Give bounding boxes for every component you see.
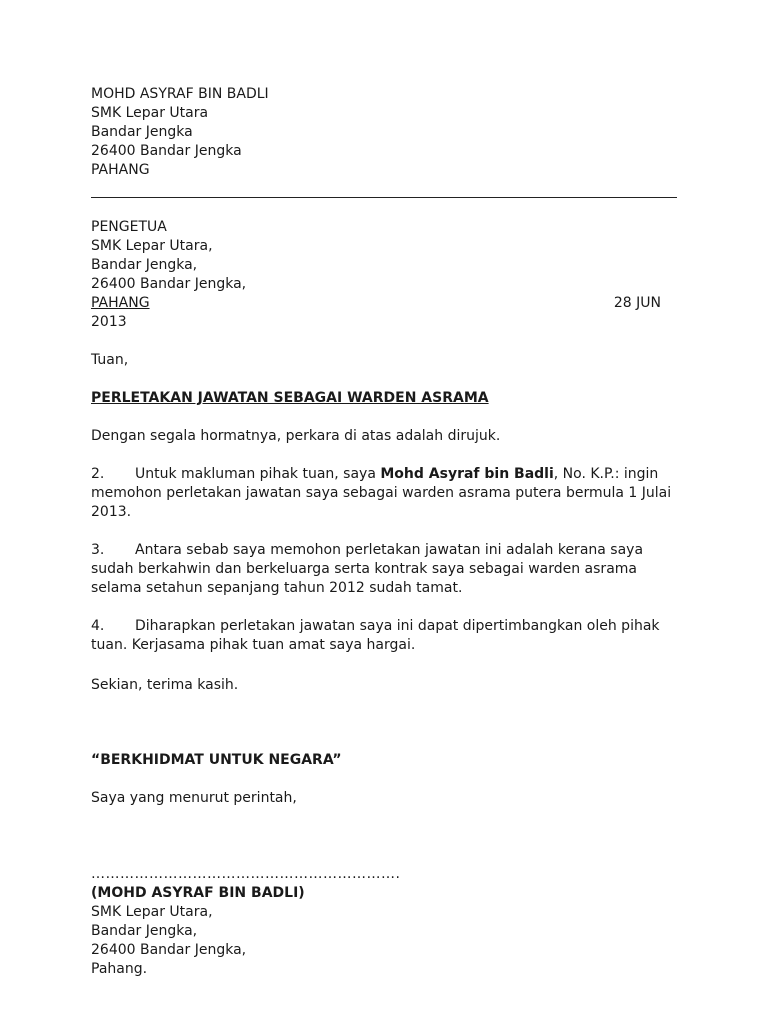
signature-block <box>91 865 677 979</box>
paragraph-text: Untuk makluman pihak tuan, saya <box>135 466 381 482</box>
salutation-block <box>91 351 677 370</box>
motto-block <box>91 751 677 770</box>
sender-block <box>91 85 677 180</box>
header-divider <box>91 197 677 198</box>
sender-name: MOHD ASYRAF BIN BADLI <box>91 86 269 102</box>
motto: “BERKHIDMAT UNTUK NEGARA” <box>91 752 342 768</box>
date-year: 2013 <box>91 314 127 330</box>
closing-line: Sekian, terima kasih. <box>91 677 239 693</box>
paragraph-3 <box>91 541 677 598</box>
signature-address-line: Bandar Jengka, <box>91 923 198 939</box>
recipient-state: PAHANG <box>91 295 150 311</box>
paragraph-number: 2. <box>91 466 105 482</box>
date-day-month: 28 JUN <box>613 295 661 311</box>
recipient-address-line: 26400 Bandar Jengka, <box>91 276 247 292</box>
recipient-address-line: Bandar Jengka, <box>91 257 198 273</box>
signature-line: ………………………………………………………. <box>91 866 401 882</box>
recipient-block <box>91 218 677 332</box>
salutation: Tuan, <box>91 352 129 368</box>
subject-block <box>91 389 677 408</box>
sign-off: Saya yang menurut perintah, <box>91 790 297 806</box>
paragraph-text: Antara sebab saya memohon perletakan jawatan ini adalah kerana saya sudah berkahwin dan berkeluarga serta kontrak saya sebagai warden asrama selama setahun sepanjang tahun 2012 sudah tamat. <box>91 542 644 596</box>
signature-address-line: SMK Lepar Utara, <box>91 904 213 920</box>
state-date-row <box>91 294 661 313</box>
paragraph-number: 3. <box>91 542 105 558</box>
signature-name: (MOHD ASYRAF BIN BADLI) <box>91 885 305 901</box>
signoff-block <box>91 789 677 808</box>
signature-address-line: 26400 Bandar Jengka, <box>91 942 247 958</box>
closing-block <box>91 676 677 695</box>
sender-address-line: 26400 Bandar Jengka <box>91 143 242 159</box>
paragraph-text: , No. K.P.: ingin memohon perletakan jawatan saya sebagai warden asrama putera bermula 1 Julai 2013. <box>91 466 672 520</box>
signature-address-line: Pahang. <box>91 961 148 977</box>
applicant-name: Mohd Asyraf bin Badli <box>380 466 554 482</box>
paragraph-number: 4. <box>91 618 105 634</box>
recipient-title: PENGETUA <box>91 219 167 235</box>
paragraph-4 <box>91 617 677 655</box>
paragraph-text: Diharapkan perletakan jawatan saya ini dapat dipertimbangkan oleh pihak tuan. Kerjasama pihak tuan amat saya hargai. <box>91 618 660 653</box>
sender-address-line: SMK Lepar Utara <box>91 105 209 121</box>
paragraph-2 <box>91 465 677 522</box>
sender-address-line: PAHANG <box>91 162 150 178</box>
recipient-address-line: SMK Lepar Utara, <box>91 238 213 254</box>
opening-sentence: Dengan segala hormatnya, perkara di atas adalah dirujuk. <box>91 428 501 444</box>
sender-address-line: Bandar Jengka <box>91 124 193 140</box>
opening-block <box>91 427 677 446</box>
subject-heading: PERLETAKAN JAWATAN SEBAGAI WARDEN ASRAMA <box>91 390 489 406</box>
